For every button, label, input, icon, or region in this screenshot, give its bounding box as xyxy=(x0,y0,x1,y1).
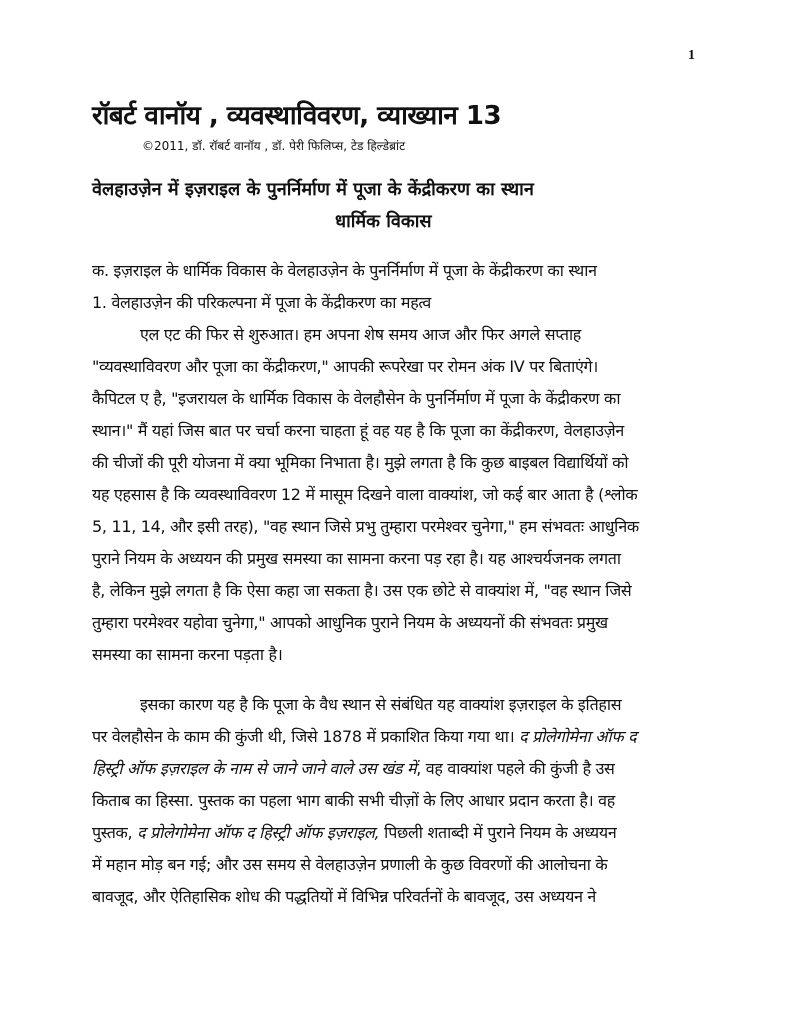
text-line: कैपिटल ए है, "इजरायल के धार्मिक विकास के वेलहौसेन के पुनर्निर्माण में पूजा के केंद्रीकरण का xyxy=(92,389,621,408)
outline-heading-a: क. इज़राइल के धार्मिक विकास के वेलहाउज़ेन के पुनर्निर्माण में पूजा के केंद्रीकरण का स्थान xyxy=(92,261,597,280)
text-line: पुराने नियम के अध्ययन की प्रमुख समस्या का सामना करना पड़ रहा है। यह आश्चर्यजनक लगता xyxy=(92,549,621,568)
text-line: 5, 11, 14, और इसी तरह), "वह स्थान जिसे प्रभु तुम्हारा परमेश्वर चुनेगा," हम संभवतः आधुनिक xyxy=(92,517,639,536)
text-line: एल एट की फिर से शुरुआत। हम अपना शेष समय आज और फिर अगले सप्ताह xyxy=(140,325,582,344)
copyright-line: ©2011, डॉ. रॉबर्ट वानॉय , डॉ. पेरी फिलिप्स, टेड हिल्डेब्रांट xyxy=(142,139,406,153)
page-number: 1 xyxy=(688,48,695,63)
section-subheading-text: धार्मिक विकास xyxy=(335,211,432,232)
text-line: स्थान।" मैं यहां जिस बात पर चर्चा करना चाहता हूं वह यह है कि पूजा का केंद्रीकरण, वेलहाउज़ेन xyxy=(92,421,624,440)
section-heading: वेलहाउज़ेन में इज़राइल के पुनर्निर्माण में पूजा के केंद्रीकरण का स्थान xyxy=(92,179,534,200)
text-run: पर वेलहौसेन के काम की कुंजी थी, जिसे 1878 में प्रकाशित किया गया था। xyxy=(92,727,520,746)
text-line: समस्या का सामना करना पड़ता है। xyxy=(92,645,283,664)
text-run: , वह वाक्यांश पहले की कुंजी है उस xyxy=(416,759,615,778)
text-run: पुस्तक, xyxy=(92,823,138,842)
text-line xyxy=(92,757,615,779)
text-line xyxy=(92,821,616,843)
book-title-italic: द प्रोलेगोमेना ऑफ द xyxy=(519,727,637,746)
text-line: किताब का हिस्सा. पुस्तक का पहला भाग बाकी सभी चीज़ों के लिए आधार प्रदान करता है। वह xyxy=(92,791,615,810)
text-run: पिछली शताब्दी में पुराने नियम के अध्ययन xyxy=(379,823,617,842)
text-line: तुम्हारा परमेश्वर यहोवा चुनेगा," आपको आधुनिक पुराने नियम के अध्ययनों की संभवतः प्रमुख xyxy=(92,613,608,632)
text-line: इसका कारण यह है कि पूजा के वैध स्थान से संबंधित यह वाक्यांश इज़राइल के इतिहास xyxy=(140,695,622,714)
book-title-italic: द प्रोलेगोमेना ऑफ द हिस्ट्री ऑफ इज़राइल, xyxy=(137,823,380,842)
text-line xyxy=(92,725,636,747)
text-line: यह एहसास है कि व्यवस्थाविवरण 12 में मासूम दिखने वाला वाक्यांश, जो कई बार आता है (श्लोक xyxy=(92,485,638,504)
book-title-italic: हिस्ट्री ऑफ इज़राइल के नाम से जाने जाने वाले उस खंड में xyxy=(92,759,417,778)
outline-heading-1: 1. वेलहाउज़ेन की परिकल्पना में पूजा के केंद्रीकरण का महत्व xyxy=(92,293,431,312)
text-line: बावजूद, और ऐतिहासिक शोध की पद्धतियों में विभिन्न परिवर्तनों के बावजूद, उस अध्ययन ने xyxy=(92,887,597,906)
text-line: है, लेकिन मुझे लगता है कि ऐसा कहा जा सकता है। उस एक छोटे से वाक्यांश में, "वह स्थान जिसे xyxy=(92,581,632,600)
document-title: रॉबर्ट वानॉय , व्यवस्थाविवरण, व्याख्यान 13 xyxy=(92,101,502,131)
text-line: में महान मोड़ बन गई; और उस समय से वेलहाउज़ेन प्रणाली के कुछ विवरणों की आलोचना के xyxy=(92,855,608,874)
text-line: की चीजों की पूरी योजना में क्या भूमिका निभाता है। मुझे लगता है कि कुछ बाइबल विद्यार्थियों को xyxy=(92,453,629,472)
text-line: "व्यवस्थाविवरण और पूजा का केंद्रीकरण," आपकी रूपरेखा पर रोमन अंक IV पर बिताएंगे। xyxy=(92,357,598,376)
section-subheading xyxy=(0,209,791,233)
